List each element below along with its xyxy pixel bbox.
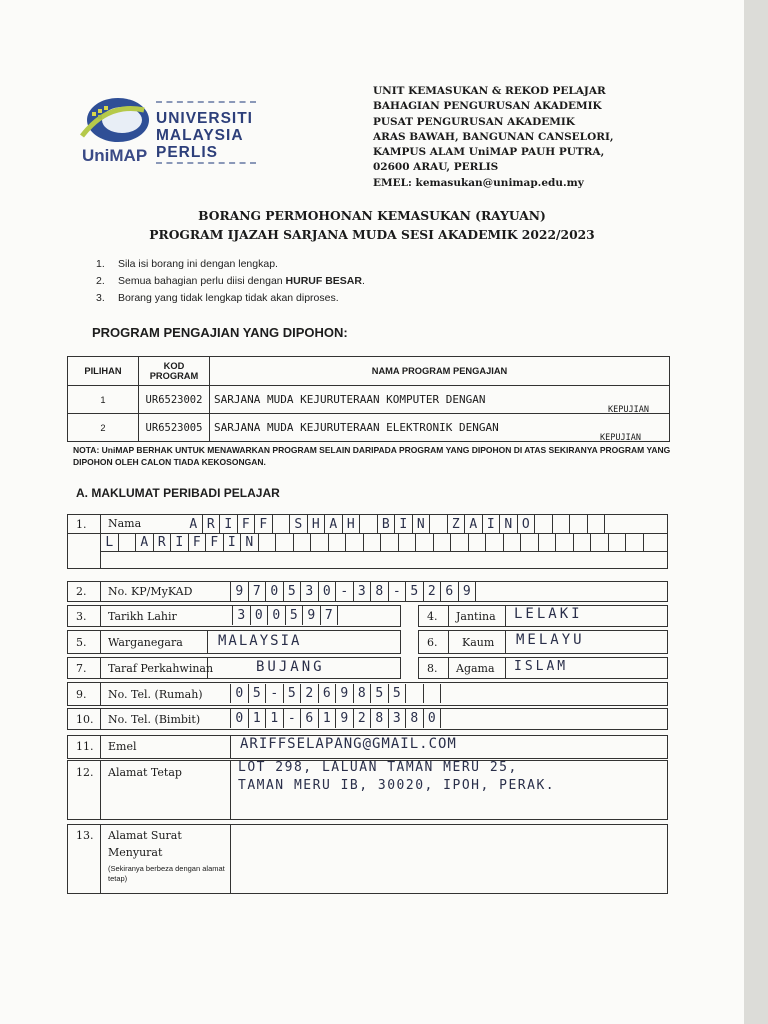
label-kp: No. KP/MyKAD (108, 585, 193, 598)
label-tel-rumah: No. Tel. (Rumah) (108, 688, 203, 701)
instruction-item: 1. Sila isi borang ini dengan lengkap. (96, 258, 278, 270)
label-alamat-surat: Alamat Surat (108, 829, 182, 842)
label-taraf: Taraf Perkahwinan (108, 662, 214, 675)
table-row: 2 UR6523005 SARJANA MUDA KEJURUTERAAN ELEKTRONIK DENGAN KEPUJIAN (68, 414, 670, 442)
logo-divider (156, 101, 256, 103)
unimap-logo-icon (78, 92, 150, 148)
alamat-surat-input[interactable] (234, 826, 666, 892)
label-jantina: Jantina (456, 610, 496, 623)
taraf-value[interactable]: BUJANG (256, 659, 325, 675)
header-pilihan: PILIHAN (68, 357, 139, 386)
nama-cells-row2[interactable]: L A R I F F I N (101, 533, 644, 552)
office-address: UNIT KEMASUKAN & REKOD PELAJAR BAHAGIAN PENGURUSAN AKADEMIK PUSAT PENGURUSAN AKADEMIK ARAS BAWAH, BANGUNAN CANSELORI, KAMPUS ALAM UniMAP PAUH PUTRA, 02600 ARAU, PERLIS EMEL: kemasukan@unimap.edu.my (373, 85, 614, 189)
tarikh-cells[interactable]: 3 0 0 5 9 7 (232, 606, 338, 625)
warganegara-value[interactable]: MALAYSIA (218, 633, 302, 649)
nama-field[interactable]: SARJANA MUDA KEJURUTERAAN ELEKTRONIK DENGAN KEPUJIAN (210, 414, 670, 442)
tel-bimbit-cells[interactable]: 0 1 1 - 6 1 9 2 8 3 8 0 (230, 709, 441, 728)
label-nama: Nama (108, 517, 142, 530)
program-table (67, 356, 670, 442)
section-a-heading: A. MAKLUMAT PERIBADI PELAJAR (76, 486, 280, 500)
label-tarikh: Tarikh Lahir (108, 610, 177, 623)
instruction-item: 2. Semua bahagian perlu diisi dengan HURUF BESAR. (96, 275, 365, 287)
program-section-heading: PROGRAM PENGAJIAN YANG DIPOHON: (92, 325, 348, 340)
logo-brand: UniMAP (82, 146, 148, 165)
jantina-value[interactable]: LELAKI (514, 606, 583, 622)
form-title: BORANG PERMOHONAN KEMASUKAN (RAYUAN) (198, 208, 546, 223)
header-kod: KOD PROGRAM (139, 357, 210, 386)
tel-rumah-cells[interactable]: 0 5 - 5 2 6 9 8 5 5 (230, 684, 441, 703)
logo-text-line2: MALAYSIA (156, 127, 244, 144)
label-warganegara: Warganegara (108, 636, 183, 649)
nama-field[interactable]: SARJANA MUDA KEJURUTERAAN KOMPUTER DENGAN KEPUJIAN (210, 386, 670, 414)
logo-divider-bottom (156, 162, 256, 164)
logo-text-line3: PERLIS (156, 144, 218, 161)
label-emel: Emel (108, 740, 137, 753)
kaum-value[interactable]: MELAYU (516, 632, 585, 648)
form-subtitle: PROGRAM IJAZAH SARJANA MUDA SESI AKADEMIK 2022/2023 (149, 227, 595, 242)
instructions-list (96, 256, 365, 307)
header-nama: NAMA PROGRAM PENGAJIAN (210, 357, 670, 386)
kp-cells[interactable]: 9 7 0 5 3 0 - 3 8 - 5 2 6 9 (230, 582, 476, 601)
table-row: 1 UR6523002 SARJANA MUDA KEJURUTERAAN KOMPUTER DENGAN KEPUJIAN (68, 386, 670, 414)
label-tel-bimbit: No. Tel. (Bimbit) (108, 713, 201, 726)
kod-field[interactable]: UR6523005 (139, 414, 210, 442)
alamat-surat-note: (Sekiranya berbeza dengan alamat tetap) (108, 864, 225, 883)
nota-text: NOTA: UniMAP BERHAK UNTUK MENAWARKAN PROGRAM SELAIN DARIPADA PROGRAM YANG DIPOHON DI ATAS SEKIRANYA PROGRAM YANG DIPOHON OLEH CALON TIADA KEKOSONGAN. (73, 445, 671, 467)
alamat-tetap-line1[interactable]: LOT 298, LALUAN TAMAN MERU 25, (238, 760, 518, 775)
nama-cells-row1[interactable]: A R I F F S H A H B I N Z A I N O (185, 515, 605, 534)
label-agama: Agama (456, 662, 495, 675)
label-kaum: Kaum (462, 636, 495, 649)
instruction-item: 3. Borang yang tidak lengkap tidak akan diproses. (96, 292, 339, 304)
alamat-tetap-line2[interactable]: TAMAN MERU IB, 30020, IPOH, PERAK. (238, 778, 556, 793)
label-alamat-tetap: Alamat Tetap (108, 766, 182, 779)
label-menyurat: Menyurat (108, 846, 163, 859)
emel-value[interactable]: ARIFFSELAPANG@GMAIL.COM (240, 736, 457, 752)
agama-value[interactable]: ISLAM (514, 659, 569, 674)
logo-text-line1: UNIVERSITI (156, 110, 253, 127)
scan-edge (744, 0, 768, 1024)
kod-field[interactable]: UR6523002 (139, 386, 210, 414)
